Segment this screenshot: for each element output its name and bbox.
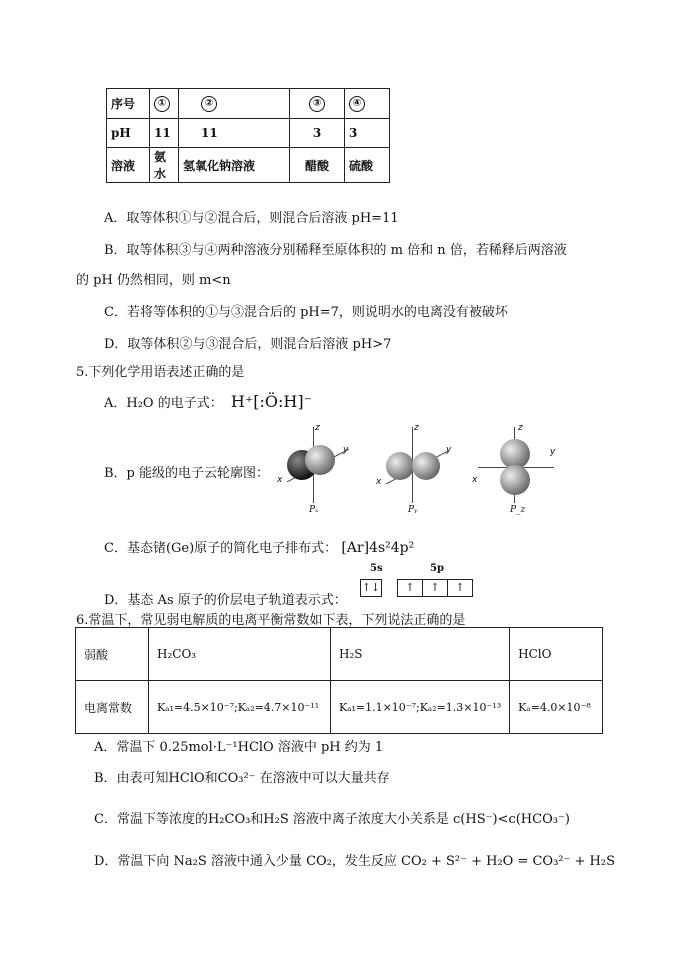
q5-option-c-text: C．基态锗(Ge)原子的简化电子排布式：: [104, 541, 338, 556]
axis-label-z: z: [315, 423, 320, 433]
axis-label-z: z: [414, 423, 419, 433]
table-cell: 醋酸: [290, 148, 345, 183]
table-cell: Kₐ₁=1.1×10⁻⁷;Kₐ₂=1.3×10⁻¹³: [331, 681, 510, 734]
table-cell: [150, 89, 179, 119]
orbital-pz: [470, 425, 560, 515]
orbital-box: ↑: [397, 579, 423, 597]
circled-1: ①: [154, 96, 170, 112]
axis-label-x: x: [472, 475, 478, 485]
q4-option-b-line1: B．取等体积③与④两种溶液分别稀释至原体积的 m 倍和 n 倍，若稀释后两溶液: [104, 243, 567, 258]
q6-option-d: D．常温下向 Na₂S 溶液中通入少量 CO₂，发生反应 CO₂ + S²⁻ + H₂O = CO₃²⁻ + H₂S: [94, 854, 615, 869]
ge-configuration: [Ar]4s²4p²: [341, 540, 415, 556]
ionization-constant-table: [75, 627, 603, 734]
label-5p: 5p: [430, 563, 444, 574]
q6-option-a: A．常温下 0.25mol·L⁻¹HClO 溶液中 pH 约为 1: [94, 740, 384, 755]
table-cell: 氢氧化钠溶液: [179, 148, 290, 183]
table-cell: [179, 89, 290, 119]
orbital-label: Pᵧ: [408, 505, 418, 515]
table-cell: Kₐ=4.0×10⁻⁸: [510, 681, 603, 734]
table-cell: 3: [290, 119, 345, 148]
table-cell: 序号: [107, 89, 150, 119]
table-cell: 电离常数: [76, 681, 149, 734]
orbital-lobe: [500, 465, 530, 495]
table-row: [76, 628, 603, 681]
orbital-box: ↑↓: [360, 579, 382, 597]
table-cell: 11: [179, 119, 290, 148]
circled-4: ④: [349, 96, 365, 112]
table-cell: [290, 89, 345, 119]
q4-option-d: D．取等体积②与③混合后，则混合后溶液 pH>7: [104, 337, 392, 352]
table-row: [107, 89, 390, 119]
table-row: [107, 148, 390, 183]
orbital-label: P_z: [510, 505, 526, 515]
table-cell: 溶液: [107, 148, 150, 183]
table-row: [107, 119, 390, 148]
q5-option-a: [104, 392, 312, 411]
orbital-lobe: [412, 452, 440, 480]
table-cell: Kₐ₁=4.5×10⁻⁷;Kₐ₂=4.7×10⁻¹¹: [149, 681, 331, 734]
axis-label-y: y: [343, 445, 349, 455]
table-cell: H₂CO₃: [149, 628, 331, 681]
ph-table: [106, 88, 390, 183]
circled-2: ②: [201, 96, 217, 112]
orbital-lobe: [386, 452, 414, 480]
q5-option-a-text: A．H₂O 的电子式：: [104, 396, 223, 411]
table-cell: 氨水: [150, 148, 179, 183]
q6-option-c: C．常温下等浓度的H₂CO₃和H₂S 溶液中离子浓度大小关系是 c(HS⁻)<c(HCO₃⁻): [94, 812, 570, 827]
axis-label-x: x: [376, 477, 382, 487]
table-row: [76, 681, 603, 734]
water-electron-formula: H⁺[:Ö:H]⁻: [230, 392, 313, 411]
table-cell: HClO: [510, 628, 603, 681]
table-cell: 11: [150, 119, 179, 148]
orbital-boxes-5p: [398, 579, 473, 597]
q4-option-c: C．若将等体积的①与③混合后的 pH=7，则说明水的电离没有被破坏: [104, 305, 508, 320]
axis-label-x: x: [277, 475, 283, 485]
orbital-py: [372, 425, 462, 515]
orbital-label: Pₓ: [309, 505, 319, 515]
table-cell: pH: [107, 119, 150, 148]
table-cell: 3: [345, 119, 390, 148]
q5-stem: 5.下列化学用语表述正确的是: [76, 365, 245, 380]
table-cell: 硫酸: [345, 148, 390, 183]
q5-option-d-text: D．基态 As 原子的价层电子轨道表示式：: [104, 593, 347, 608]
q6-option-b: B．由表可知HClO和CO₃²⁻ 在溶液中可以大量共存: [94, 771, 390, 786]
axis-label-y: y: [446, 445, 452, 455]
table-cell: 弱酸: [76, 628, 149, 681]
axis-label-y: y: [550, 447, 556, 457]
table-cell: H₂S: [331, 628, 510, 681]
orbital-box: ↑: [422, 579, 448, 597]
q4-option-a: A．取等体积①与②混合后，则混合后溶液 pH=11: [104, 211, 399, 226]
q5-option-b-text: B．p 能级的电子云轮廓图：: [104, 466, 270, 481]
q6-stem: 6.常温下，常见弱电解质的电离平衡常数如下表，下列说法正确的是: [76, 613, 466, 628]
orbital-px: [275, 425, 365, 515]
axis-label-z: z: [518, 423, 523, 433]
q5-option-c: [104, 537, 414, 556]
orbital-lobe: [305, 445, 335, 475]
q4-option-b-line2: 的 pH 仍然相同，则 m<n: [76, 273, 231, 288]
label-5s: 5s: [370, 563, 383, 574]
table-cell: [345, 89, 390, 119]
orbital-box: ↑: [447, 579, 473, 597]
orbital-box-5s: [361, 579, 382, 597]
circled-3: ③: [309, 96, 325, 112]
